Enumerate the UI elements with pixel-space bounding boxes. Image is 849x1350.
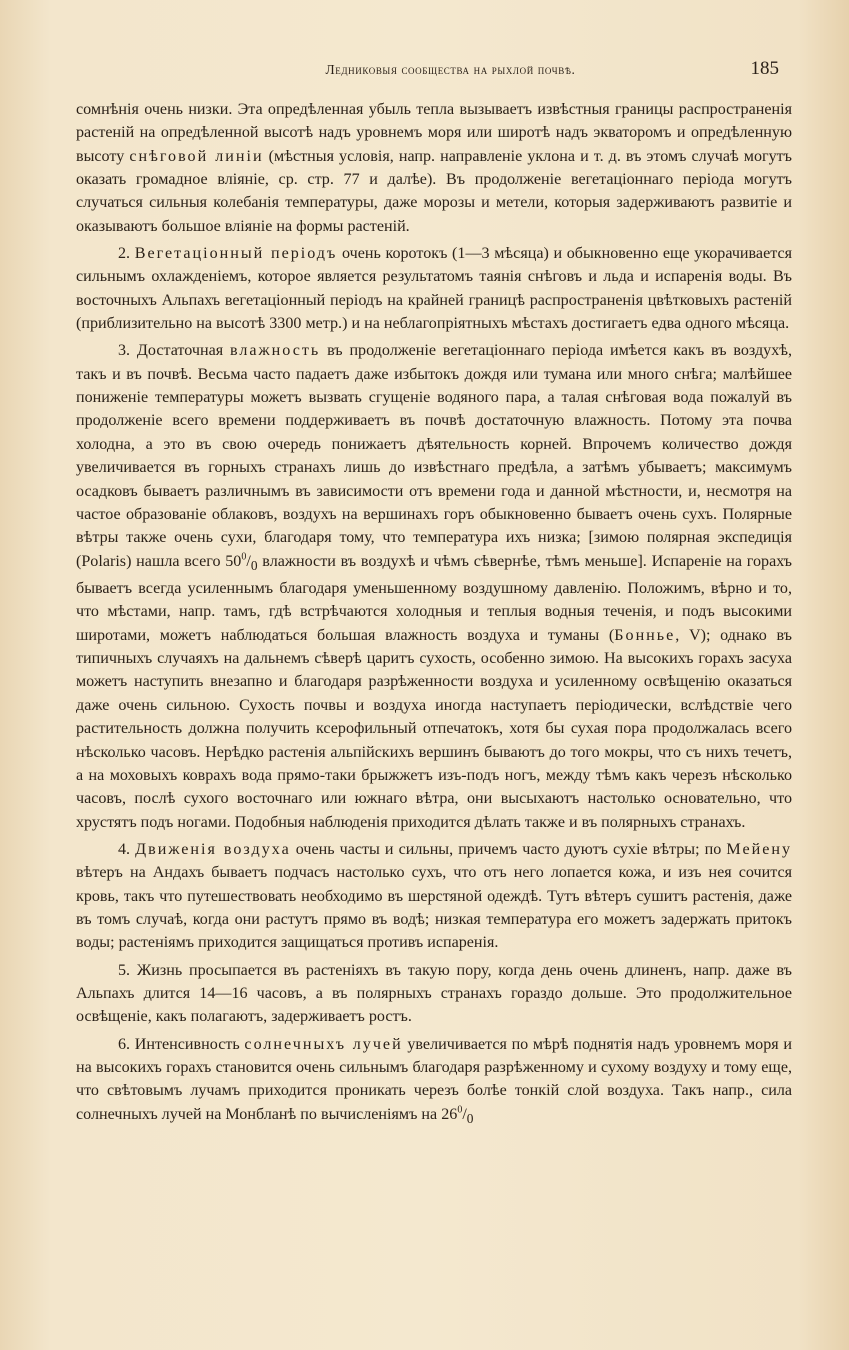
page-number: 185 xyxy=(750,58,779,79)
spaced-term: Вегетаціонный періодъ xyxy=(134,245,338,263)
spaced-term: влажность xyxy=(229,342,321,360)
paragraph-3: 3. Достаточная влажность въ продолженіе вегетаціоннаго періода имѣется какъ въ воздухѣ, такъ и въ почвѣ. Весьма часто падаетъ даже избытокъ дождя или тумана или много снѣга; малѣйшее пониженіе температуры можетъ вызвать сгущеніе водяного пара, а талая снѣговая вода пожалуй въ продолженіе всего времени поддерживаетъ въ почвѣ достаточную влажность. Потому эта почва холодна, а это въ свою очередь понижаетъ дѣятельность корней. Впрочемъ количество дождя увеличивается въ горныхъ странахъ лишь до извѣстнаго предѣла, а затѣмъ убываетъ; максимумъ осадковъ бываетъ различнымъ въ зависимости отъ времени года и данной мѣстности, и, несмотря на частое образованіе облаковъ, воздухъ на вершинахъ горъ обыкновенно бываетъ очень сухъ. Полярные вѣтры также очень сухи, благодаря тому, что температура ихъ низка; [зимою полярная экспедиція (Polaris) нашла всего $50^0/_0$ влажности въ воздухѣ и чѣмъ сѣвернѣе, тѣмъ меньше]. Испареніе на горахъ бываетъ всегда усиленнымъ благодаря уменьшенному воздушному давленію. Положимъ, вѣрно и то, что мѣстами, напр. тамъ, гдѣ встрѣчаются холодныя и теплыя водныя теченія, и подъ высокими широтами, можетъ наблюдаться большая влажность воздуха и туманы (Боннье, V); однако въ типичныхъ случаяхъ на дальнемъ сѣверѣ царитъ сухость, особенно зимою. На высокихъ горахъ засуха можетъ наступить внезапно и благодаря разрѣженности воздуха и усиленному освѣщенію оказаться даже очень сильною. Сухость почвы и воздуха иногда наступаетъ періодически, вслѣдствіе чего растительность должна получить ксерофильный отпечатокъ, хотя бы сухая пора продолжалась всего нѣсколько часовъ. Нерѣдко растенія альпійскихъ вершинъ бываютъ до того мокры, что съ нихъ течетъ, а на моховыхъ коврахъ вода прямо-таки брыжжетъ изъ-подъ ногъ, между тѣмъ какъ черезъ нѣсколько часовъ, послѣ сухого восточнаго или южнаго вѣтра, они высыхаютъ настолько основательно, что хрустятъ подъ ногами. Подобныя наблюденія приходится дѣлать также и въ полярныхъ странахъ. xyxy=(76,342,792,831)
paragraph-1: сомнѣнія очень низки. Эта опредѣленная убыль тепла вызываетъ извѣстныя границы распространенія растеній на опредѣленной высотѣ надъ уровнемъ моря или широтѣ надъ экваторомъ и опредѣленную высоту снѣговой линіи (мѣстныя условія, напр. направленіе уклона и т. д. въ этомъ случаѣ могутъ оказать громадное вліяніе, ср. стр. 77 и далѣе). Въ продолженіе вегетаціоннаго періода могутъ случаться сильныя колебанія температуры, даже морозы и метели, которыя задерживаютъ развитіе и оказываютъ большое вліяніе на формы растеній. xyxy=(76,101,793,235)
body-text xyxy=(76,98,792,1134)
running-title: Ледниковыя сообщества на рыхлой почвѣ. xyxy=(325,62,576,77)
page-header xyxy=(62,58,779,84)
spaced-term: снѣговой линіи xyxy=(129,147,264,165)
paragraph-6: 6. Интенсивность солнечныхъ лучей увеличивается по мѣрѣ поднятія надъ уровнемъ моря и на высокихъ горахъ становится очень сильнымъ благодаря разрѣженному и сухому воздуху и тому еще, что свѣтовымъ лучамъ приходится проникать черезъ болѣе тонкій слой воздуха. Такъ напр., сила солнечныхъ лучей на Монбланѣ по вычисленіямъ на $26^0/_0$ xyxy=(76,1035,792,1126)
paragraph-2: 2. Вегетаціонный періодъ очень коротокъ (1—3 мѣсяца) и обыкновенно еще укорачивается сильнымъ охлажденіемъ, которое является результатомъ таянія снѣговъ и льда и испаренія воды. Въ восточныхъ Альпахъ вегетаціонный періодъ на крайней границѣ распространенія цвѣтковыхъ растеній (приблизительно на высотѣ 3300 метр.) и на неблагопріятныхъ мѣстахъ достигаетъ едва одного мѣсяца. xyxy=(76,245,792,333)
spaced-name: Мейену xyxy=(726,840,792,858)
spaced-term: Движенія воздуха xyxy=(135,840,291,858)
paragraph-4: 4. Движенія воздуха очень часты и сильны, причемъ часто дуютъ сухіе вѣтры; по Мейену вѣтеръ на Андахъ бываетъ подчасъ настолько сухъ, что отъ него лопается кожа, и изъ нея сочится кровь, такъ что путешествовать необходимо въ шерстяной одеждѣ. Тутъ вѣтеръ сушитъ растенія, даже въ томъ случаѣ, когда они растутъ прямо въ водѣ; низкая температура его можетъ задержать притокъ воды; растеніямъ приходится защищаться противъ испаренія. xyxy=(76,840,792,952)
spaced-name: Боннье xyxy=(614,626,676,644)
spaced-term: солнечныхъ лучей xyxy=(244,1035,403,1053)
paragraph-5: 5. Жизнь просыпается въ растеніяхъ въ такую пору, когда день очень длиненъ, напр. даже въ Альпахъ длится 14—16 часовъ, а въ полярныхъ странахъ гораздо дольше. Это продолжительное освѣщеніе, какъ полагаютъ, задерживаетъ ростъ. xyxy=(76,961,792,1026)
